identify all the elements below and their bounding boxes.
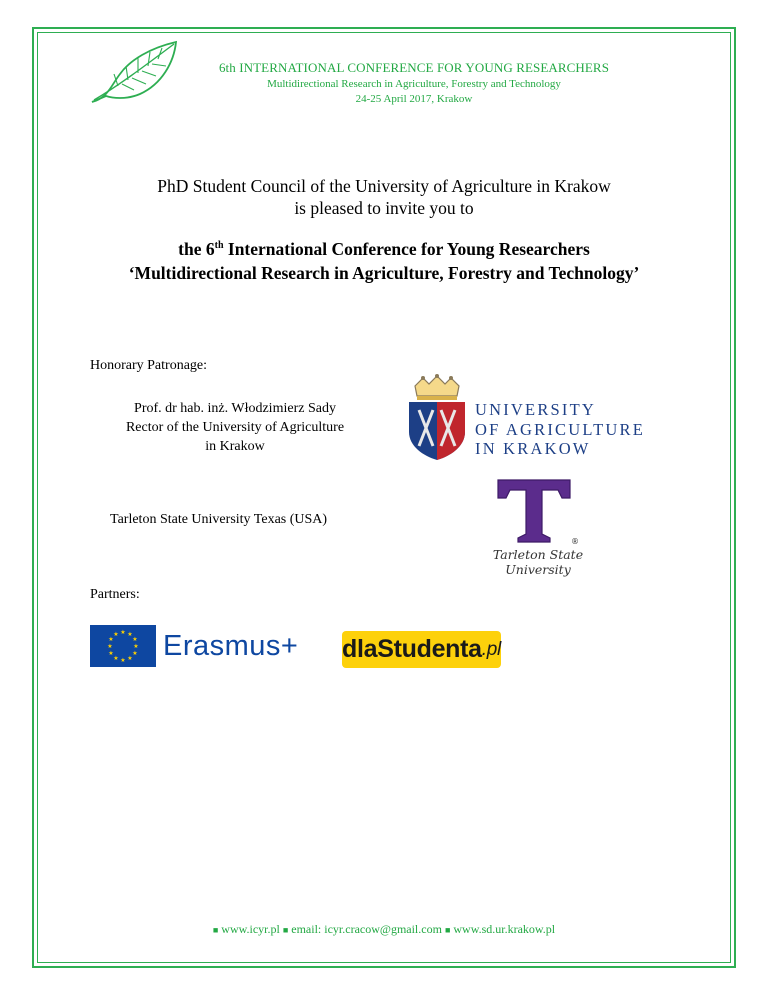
title-ordinal: th xyxy=(214,240,224,251)
email-link[interactable]: email: icyr.cracow@gmail.com xyxy=(291,922,442,936)
bullet-icon: ■ xyxy=(444,925,451,935)
patron-title: Rector of the University of Agriculture xyxy=(125,420,345,435)
dlastudenta-logo xyxy=(342,631,501,668)
uak-line-3: IN KRAKOW xyxy=(475,439,591,458)
dlastudenta-suffix: .pl xyxy=(481,638,501,660)
svg-text:★: ★ xyxy=(132,636,138,643)
uak-line-1: UNIVERSITY xyxy=(475,400,596,419)
registered-mark: ® xyxy=(571,537,579,546)
svg-text:★: ★ xyxy=(120,657,126,664)
svg-text:★: ★ xyxy=(107,643,113,650)
eu-flag-icon xyxy=(90,625,156,667)
patron-name-block xyxy=(90,399,380,456)
invitation-line-1: PhD Student Council of the University of Agriculture in Krakow xyxy=(157,176,611,196)
tarleton-line-2: University xyxy=(505,562,571,577)
honorary-patronage-label: Honorary Patronage: xyxy=(90,358,208,373)
website2-link[interactable]: www.sd.ur.krakow.pl xyxy=(453,922,556,936)
svg-text:★: ★ xyxy=(113,631,119,638)
svg-text:★: ★ xyxy=(113,655,119,662)
page-border-inner xyxy=(37,32,731,963)
svg-text:★: ★ xyxy=(127,655,133,662)
patron-name: Prof. dr hab. inż. Włodzimierz Sady xyxy=(134,401,336,416)
tarleton-line-1: Tarleton State xyxy=(492,547,584,562)
header-conference-name: 6th INTERNATIONAL CONFERENCE FOR YOUNG RESEARCHERS xyxy=(218,60,610,75)
title-prefix: the 6 xyxy=(178,239,215,259)
website-link[interactable]: www.icyr.pl xyxy=(221,922,280,936)
erasmus-logo xyxy=(90,625,298,667)
tarleton-wordmark xyxy=(480,547,596,577)
svg-text:★: ★ xyxy=(132,650,138,657)
conference-title xyxy=(60,238,708,261)
uak-line-2: OF AGRICULTURE xyxy=(475,419,646,439)
university-crest-icon xyxy=(405,374,469,460)
svg-text:★: ★ xyxy=(120,629,126,636)
bullet-icon: ■ xyxy=(282,925,289,935)
svg-text:★: ★ xyxy=(108,650,114,657)
conference-theme: ‘Multidirectional Research in Agriculture, Forestry and Technology’ xyxy=(128,263,640,283)
svg-text:★: ★ xyxy=(108,636,114,643)
conference-header xyxy=(180,60,648,107)
title-rest: International Conference for Young Researchers xyxy=(223,239,590,259)
tarleton-t-logo-icon xyxy=(496,478,580,544)
partners-label: Partners: xyxy=(90,587,140,602)
svg-text:★: ★ xyxy=(127,631,133,638)
contact-footer xyxy=(60,922,708,937)
bullet-icon: ■ xyxy=(212,925,219,935)
patron-institution: in Krakow xyxy=(205,439,265,454)
invitation-line-2: is pleased to invite you to xyxy=(294,198,474,218)
header-date-location: 24-25 April 2017, Krakow xyxy=(355,93,473,105)
leaf-logo-icon xyxy=(88,40,180,104)
tarleton-patron: Tarleton State University Texas (USA) xyxy=(110,512,328,527)
header-subtitle: Multidirectional Research in Agriculture, Forestry and Technology xyxy=(267,78,561,90)
svg-text:★: ★ xyxy=(133,643,139,650)
dlastudenta-wordmark: dlaStudenta xyxy=(342,635,482,663)
erasmus-wordmark: Erasmus+ xyxy=(163,629,299,662)
university-wordmark xyxy=(475,400,645,459)
